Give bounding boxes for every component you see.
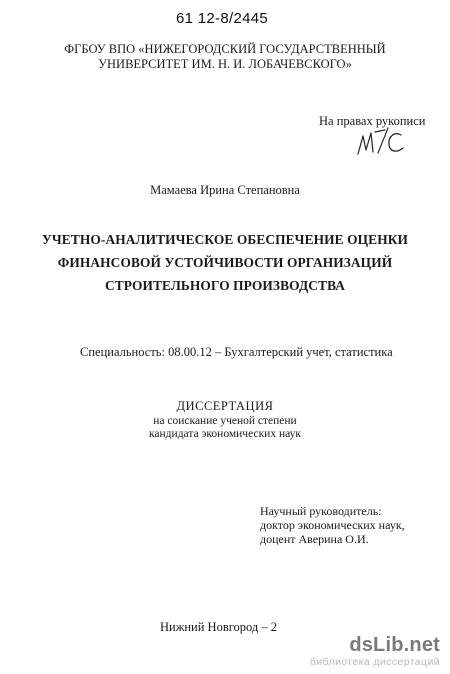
dissertation-title-line-3: СТРОИТЕЛЬНОГО ПРОИЗВОДСТВА [104,278,346,293]
supervisor-degree: доктор экономических наук, [260,518,405,532]
handwritten-signature [355,127,407,157]
degree-line-2: кандидата экономических наук [149,428,301,440]
dissertation-label: ДИССЕРТАЦИЯ [176,399,274,413]
document-number: 61 12-8/2445 [176,10,269,27]
degree-line-1: на соискание ученой степени [153,415,297,427]
institution-line-1: ФГБОУ ВПО «НИЖЕГОРОДСКИЙ ГОСУДАРСТВЕННЫЙ [64,42,386,56]
watermark-caption: библиотека диссертаций [309,656,440,668]
city-year: Нижний Новгород – 2 [160,620,278,634]
specialty-line: Специальность: 08.00.12 – Бухгалтерский учет, статистика [80,345,393,359]
dissertation-title-line-1: УЧЕТНО-АНАЛИТИЧЕСКОЕ ОБЕСПЕЧЕНИЕ ОЦЕНКИ [41,232,409,247]
watermark [290,634,440,668]
supervisor-name: доцент Аверина О.И. [260,532,369,546]
supervisor-heading: Научный руководитель: [260,504,382,518]
institution-line-2: УНИВЕРСИТЕТ ИМ. Н. И. ЛОБАЧЕВСКОГО» [98,57,352,71]
manuscript-rights-note: На правах рукописи [319,114,426,128]
dissertation-title-line-2: ФИНАНСОВОЙ УСТОЙЧИВОСТИ ОРГАНИЗАЦИЙ [57,255,393,270]
author-name: Мамаева Ирина Степановна [150,183,300,197]
watermark-logo: dsLib.net [349,634,440,656]
